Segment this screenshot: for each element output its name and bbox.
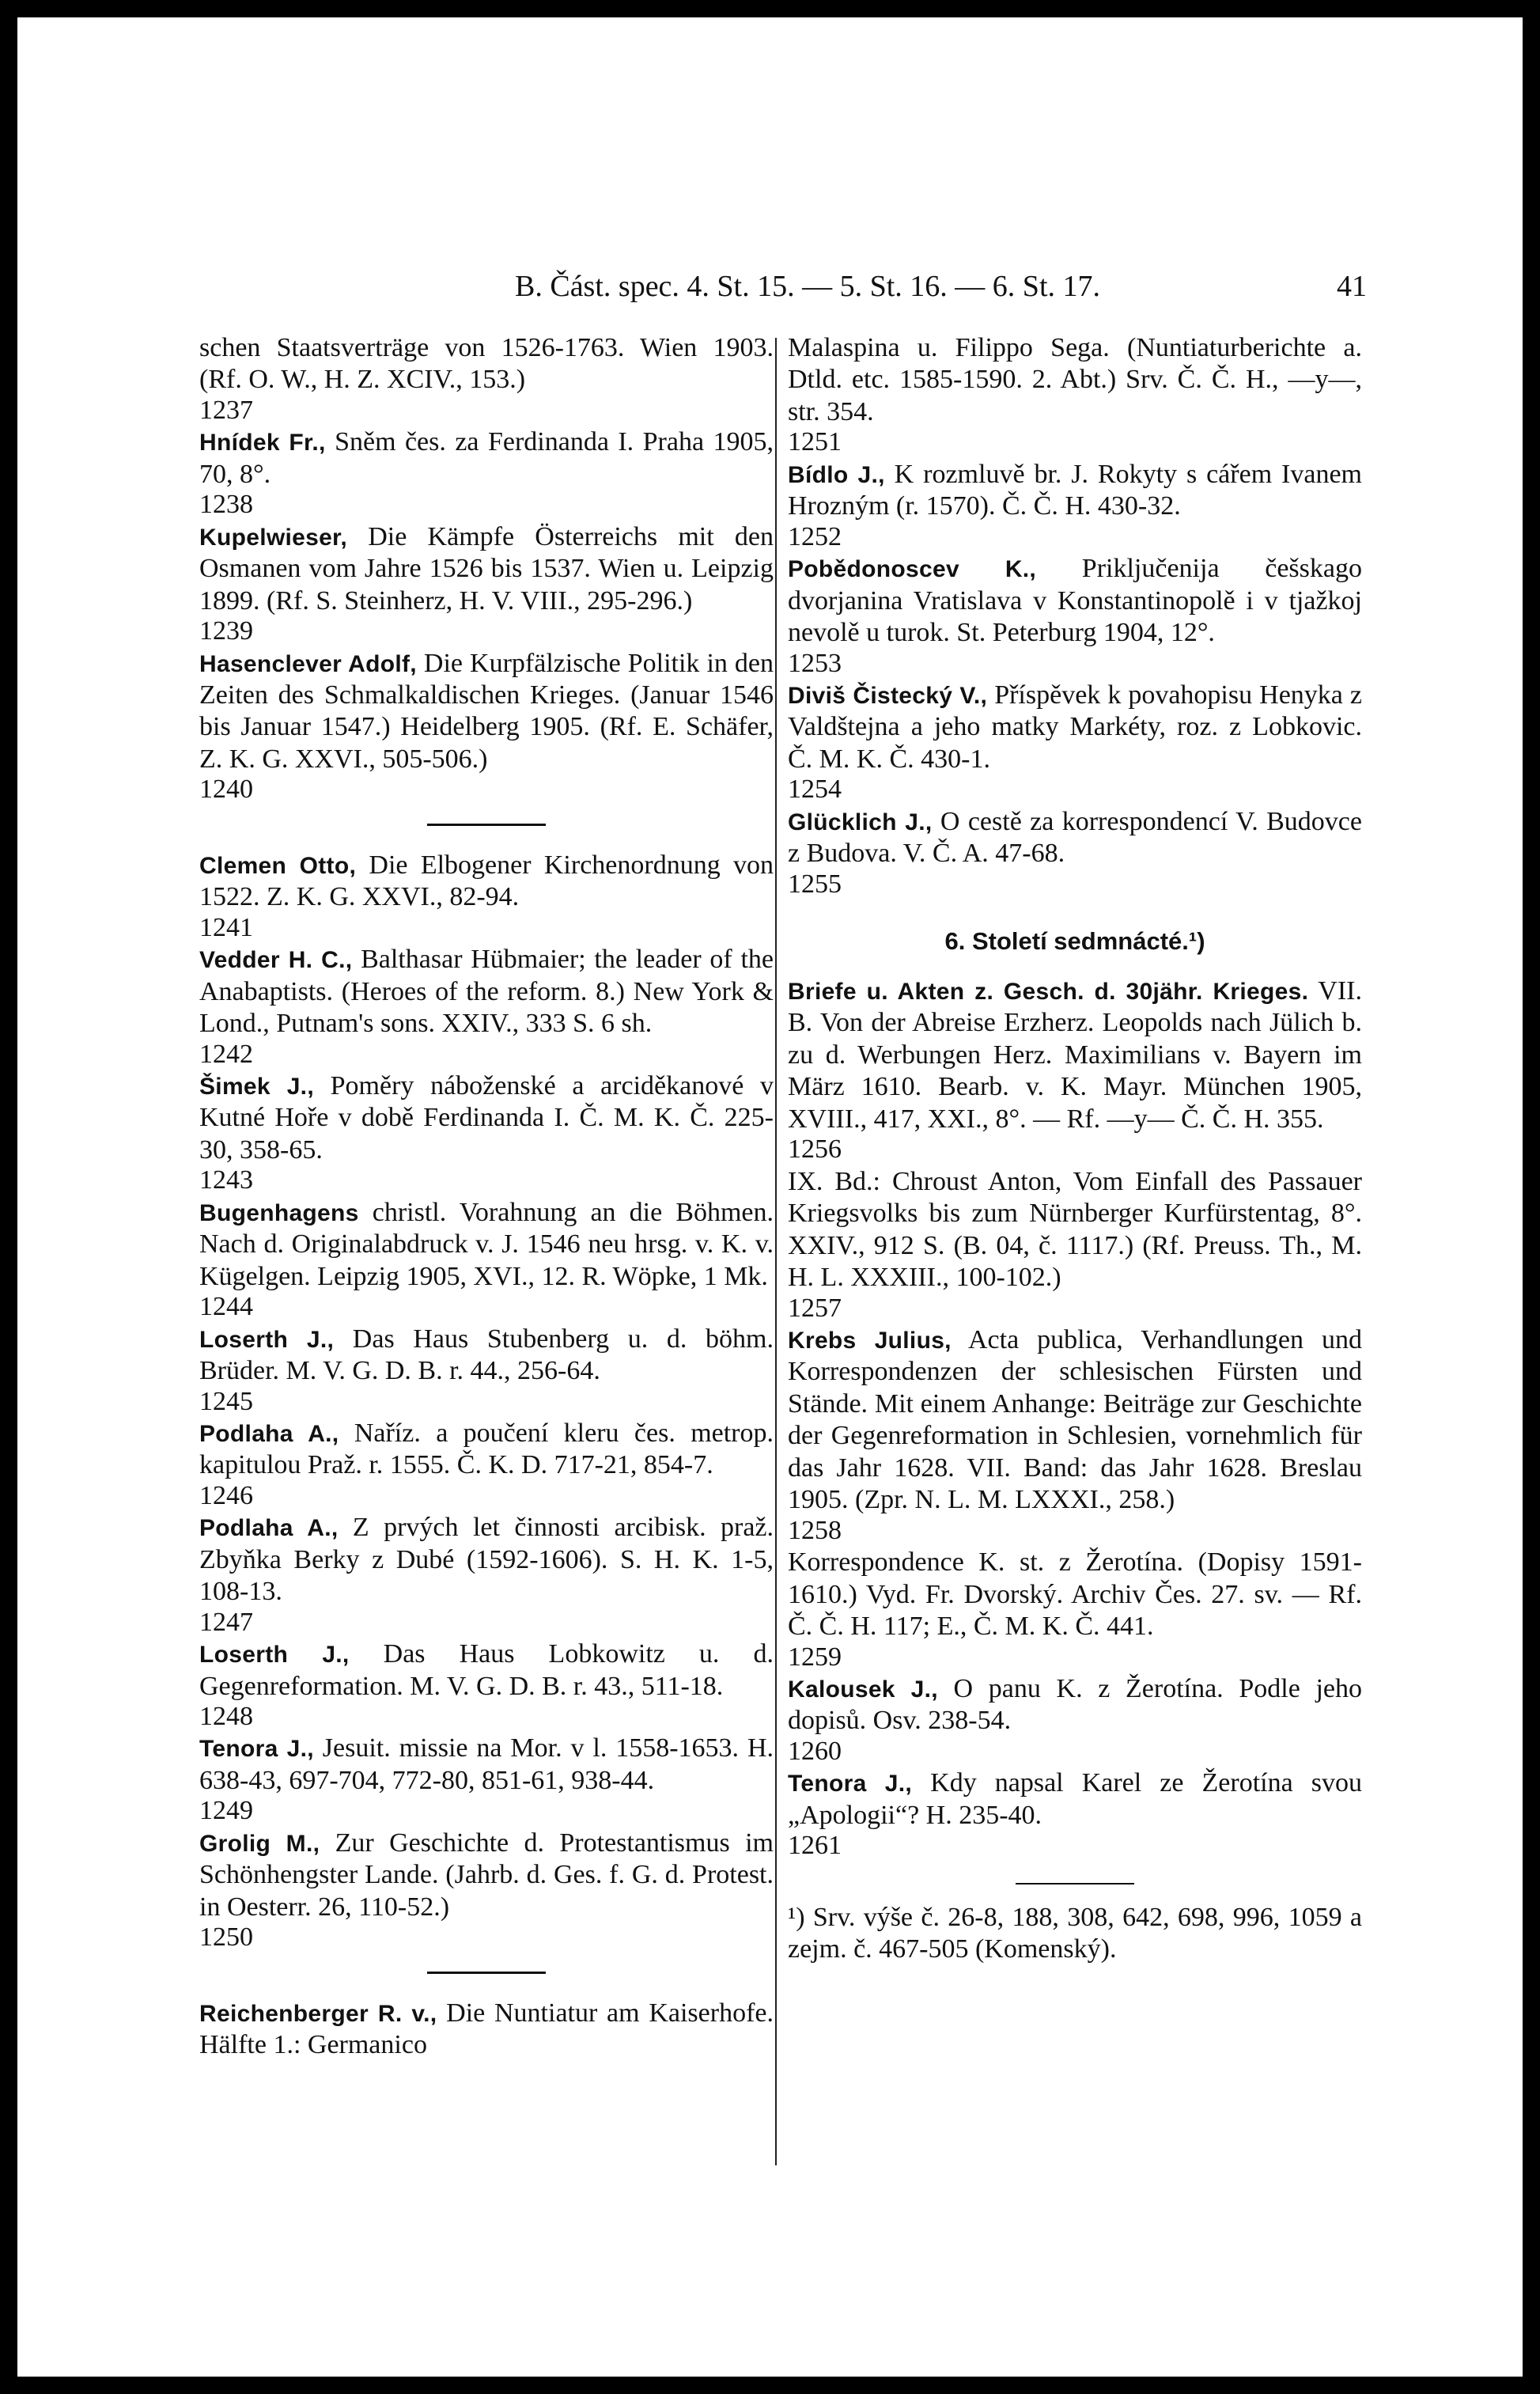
bibliography-entry (788, 1324, 1362, 1547)
bibliography-entry (788, 806, 1362, 900)
entry-number: 1244 (199, 1292, 253, 1322)
entry-text: Kdy napsal Karel ze Žerotína svou „Apologii“? H. 235-40. (788, 1768, 1362, 1830)
entry-number: 1249 (199, 1796, 253, 1826)
section-title: 6. Století sedmnácté.¹) (944, 927, 1205, 956)
entry-author: Hnídek Fr., (199, 430, 326, 456)
entry-number: 1251 (788, 427, 842, 457)
entry-author: Podlaha A., (199, 1420, 339, 1447)
entry-author: Kalousek J., (788, 1676, 938, 1703)
entry-number: 1250 (199, 1922, 253, 1953)
entry-text: Naříz. a poučení kleru čes. metrop. kapitulou Praž. r. 1555. Č. K. D. 717-21, 854-7. (199, 1418, 774, 1480)
entry-text: Jesuit. missie na Mor. v l. 1558-1653. H. 638-43, 697-704, 772-80, 851-61, 938-44. (199, 1733, 774, 1795)
entry-text: Die Kämpfe Österreichs mit den Osmanen vom Jahre 1526 bis 1537. Wien u. Leipzig 1899. (Rf. S. Steinherz, H. V. VIII., 295-296.) (199, 521, 774, 616)
entry-text: Malaspina u. Filippo Sega. (Nuntiaturberichte a. Dtld. etc. 1585-1590. 2. Abt.) Srv. Č. Č. H., —y—, str. 354. (788, 333, 1362, 426)
page-number: 41 (1337, 270, 1367, 303)
bibliography-entry (199, 1197, 774, 1324)
entry-author: Pobědonoscev K., (788, 556, 1037, 583)
bibliography-entry (199, 1070, 774, 1197)
bibliography-entry (199, 1733, 774, 1827)
entry-text: Korrespondence K. st. z Žerotína. (Dopisy 1591-1610.) Vyd. Fr. Dvorský. Archiv Čes. 27. sv. — Rf. Č. Č. H. 117; E., Č. M. K. Č. 441. (788, 1547, 1362, 1642)
entry-list-a (199, 332, 774, 806)
entry-author: Šimek J., (199, 1073, 314, 1100)
entry-text: Zur Geschichte d. Protestantismus im Schönhengster Lande. (Jahrb. d. Ges. f. G. d. Protest. in Oesterr. 26, 110-52.) (199, 1828, 774, 1922)
entry-author: Tenora J., (199, 1736, 314, 1763)
entry-number: 1257 (788, 1293, 842, 1323)
entry-text: christl. Vorahnung an die Böhmen. Nach d. Originalabdruck v. J. 1546 neu hrsg. v. K. v. Kügelgen. Leipzig 1905, XVI., 12. R. Wöpke, 1 Mk. (199, 1197, 774, 1291)
separator-rule (427, 1972, 546, 1974)
entry-author: Loserth J., (199, 1642, 350, 1669)
entry-text: Příspěvek k povahopisu Henyka z Valdštejna a jeho matky Markéty, roz. z Lobkovic. Č. M. K. Č. 430-1. (788, 680, 1362, 774)
entry-number: 1259 (788, 1642, 842, 1672)
entry-list-b (199, 850, 774, 1954)
entry-author: Diviš Čistecký V., (788, 682, 988, 709)
entry-text: Priključenija češskago dvorjanina Vratislava v Konstantinopolě i v tjažkoj nevolě u turok. St. Peterburg 1904, 12°. (788, 554, 1362, 648)
entry-number: 1245 (199, 1386, 253, 1416)
entry-number: 1260 (788, 1736, 842, 1766)
entry-author: Vedder H. C., (199, 947, 353, 974)
entry-number: 1258 (788, 1515, 842, 1545)
entry-text: O cestě za korrespondencí V. Budovce z Budova. V. Č. A. 47-68. (788, 806, 1362, 869)
entry-text: schen Staatsverträge von 1526-1763. Wien 1903. (Rf. O. W., H. Z. XCIV., 153.) (199, 333, 774, 395)
column-rule (775, 338, 777, 2165)
bibliography-entry (199, 850, 774, 944)
page-header (343, 269, 1367, 316)
entry-author: Krebs Julius, (788, 1328, 952, 1354)
entry-number: 1243 (199, 1165, 253, 1195)
entry-text: Die Elbogener Kirchenordnung von 1522. Z. K. G. XXVI., 82-94. (199, 850, 774, 912)
bibliography-entry (788, 332, 1362, 459)
entry-author: Bídlo J., (788, 461, 885, 488)
entry-number: 1254 (788, 775, 842, 805)
entry-text: K rozmluvě br. J. Rokyty s cářem Ivanem Hrozným (r. 1570). Č. Č. H. 430-32. (788, 459, 1362, 521)
separator-rule (427, 824, 546, 826)
entry-author: Tenora J., (788, 1771, 913, 1797)
entry-number: 1239 (199, 616, 253, 646)
footnote-text: ¹) Srv. výše č. 26-8, 188, 308, 642, 698, 996, 1059 a zejm. č. 467-505 (Komenský). (788, 1902, 1362, 1964)
right-column (788, 332, 1362, 1966)
bibliography-entry (788, 1673, 1362, 1767)
footnote-rule (1016, 1883, 1134, 1885)
entry-author: Kupelwieser, (199, 524, 348, 551)
footnote (788, 1902, 1362, 1966)
entry-number: 1252 (788, 521, 842, 551)
bibliography-entry (199, 521, 774, 648)
entry-number: 1256 (788, 1134, 842, 1165)
bibliography-entry (199, 1998, 774, 2062)
entry-author: Glücklich J., (788, 809, 933, 835)
entry-author: Clemen Otto, (199, 852, 357, 879)
entry-number: 1237 (199, 395, 253, 425)
bibliography-entry (199, 648, 774, 806)
entry-text: Poměry náboženské a arciděkanové v Kutné Hoře v době Ferdinanda I. Č. M. K. Č. 225-30, 358-65. (199, 1070, 774, 1165)
entry-number: 1238 (199, 490, 253, 520)
entry-number: 1246 (199, 1480, 253, 1510)
bibliography-entry (199, 1512, 774, 1638)
entry-text: Balthasar Hübmaier; the leader of the Anabaptists. (Heroes of the reform. 8.) New York & Lond., Putnam's sons. XXIV., 333 S. 6 sh. (199, 945, 774, 1039)
entry-author: Briefe u. Akten z. Gesch. d. 30jähr. Krieges. (788, 979, 1309, 1006)
entry-author: Loserth J., (199, 1326, 335, 1353)
bibliography-entry (788, 975, 1362, 1166)
entry-number: 1248 (199, 1702, 253, 1732)
entry-number: 1247 (199, 1607, 253, 1637)
bibliography-entry (199, 944, 774, 1070)
bibliography-entry (788, 1767, 1362, 1862)
entry-author: Podlaha A., (199, 1515, 339, 1542)
entry-number: 1253 (788, 648, 842, 678)
entry-text: O panu K. z Žerotína. Podle jeho dopisů. Osv. 238-54. (788, 1674, 1362, 1736)
entry-text: Das Haus Lobkowitz u. d. Gegenreformation. M. V. G. D. B. r. 43., 511-18. (199, 1639, 774, 1701)
bibliography-entry (788, 680, 1362, 806)
bibliography-entry (788, 459, 1362, 553)
bibliography-entry (199, 1418, 774, 1512)
scanned-page (17, 17, 1523, 2377)
bibliography-entry (199, 1638, 774, 1733)
entry-number: 1242 (199, 1039, 253, 1069)
entry-text: Sněm čes. za Ferdinanda I. Praha 1905, 70, 8°. (199, 427, 774, 489)
entry-text: IX. Bd.: Chroust Anton, Vom Einfall des Passauer Kriegsvolks bis zum Nürnberger Kurfürstentag, 8°. XXIV., 912 S. (B. 04, č. 1117.) (Rf. Preuss. Th., M. H. L. XXXIII., 100-102.) (788, 1166, 1362, 1293)
entry-text: Die Kurpfälzische Politik in den Zeiten des Schmalkaldischen Krieges. (Januar 1546 bis Januar 1547.) Heidelberg 1905. (Rf. E. Schäfer, Z. K. G. XXVI., 505-506.) (199, 648, 774, 774)
bibliography-entry (788, 1166, 1362, 1324)
entry-list-e (788, 975, 1362, 1862)
entry-list-d (788, 332, 1362, 900)
entry-number: 1240 (199, 775, 253, 805)
entry-number: 1255 (788, 869, 842, 899)
entry-number: 1241 (199, 912, 253, 942)
entry-text: VII. B. Von der Abreise Erzherz. Leopolds nach Jülich b. zu d. Werbungen Herz. Maximilians v. Bayern im März 1610. Bearb. v. K. Mayr. München 1905, XVIII., 417, XXI., 8°. — Rf. —y— Č. Č. H. 355. (788, 976, 1362, 1134)
entry-text: Die Nuntiatur am Kaiserhofe. Hälfte 1.: Germanico (199, 1998, 774, 2060)
running-head: B. Část. spec. 4. St. 15. — 5. St. 16. — 6. St. 17. (515, 270, 1100, 303)
entry-text: Acta publica, Verhandlungen und Korrespondenzen der schlesischen Fürsten und Stände. Mit einem Anhange: Beiträge zur Geschichte der Gegenreformation in Schlesien, vornehmlich für das Jahr 1628. VII. Band: das Jahr 1628. Breslau 1905. (Zpr. N. L. M. LXXXI., 258.) (788, 1325, 1363, 1515)
bibliography-entry (788, 1547, 1362, 1673)
entry-text: Z prvých let činnosti arcibisk. praž. Zbyňka Berky z Dubé (1592-1606). S. H. K. 1-5, 108-13. (199, 1513, 774, 1607)
bibliography-entry (199, 332, 774, 426)
bibliography-entry (199, 1324, 774, 1418)
entry-author: Hasenclever Adolf, (199, 650, 417, 677)
entry-list-c (199, 1998, 774, 2062)
entry-number: 1261 (788, 1831, 842, 1861)
bibliography-entry (788, 553, 1362, 680)
entry-author: Reichenberger R. v., (199, 2000, 437, 2027)
entry-author: Bugenhagens (199, 1199, 359, 1226)
left-column (199, 332, 774, 2062)
bibliography-entry (199, 426, 774, 521)
bibliography-entry (199, 1828, 774, 1954)
entry-author: Grolig M., (199, 1830, 320, 1857)
entry-text: Das Haus Stubenberg u. d. böhm. Brüder. M. V. G. D. B. r. 44., 256-64. (199, 1324, 774, 1386)
